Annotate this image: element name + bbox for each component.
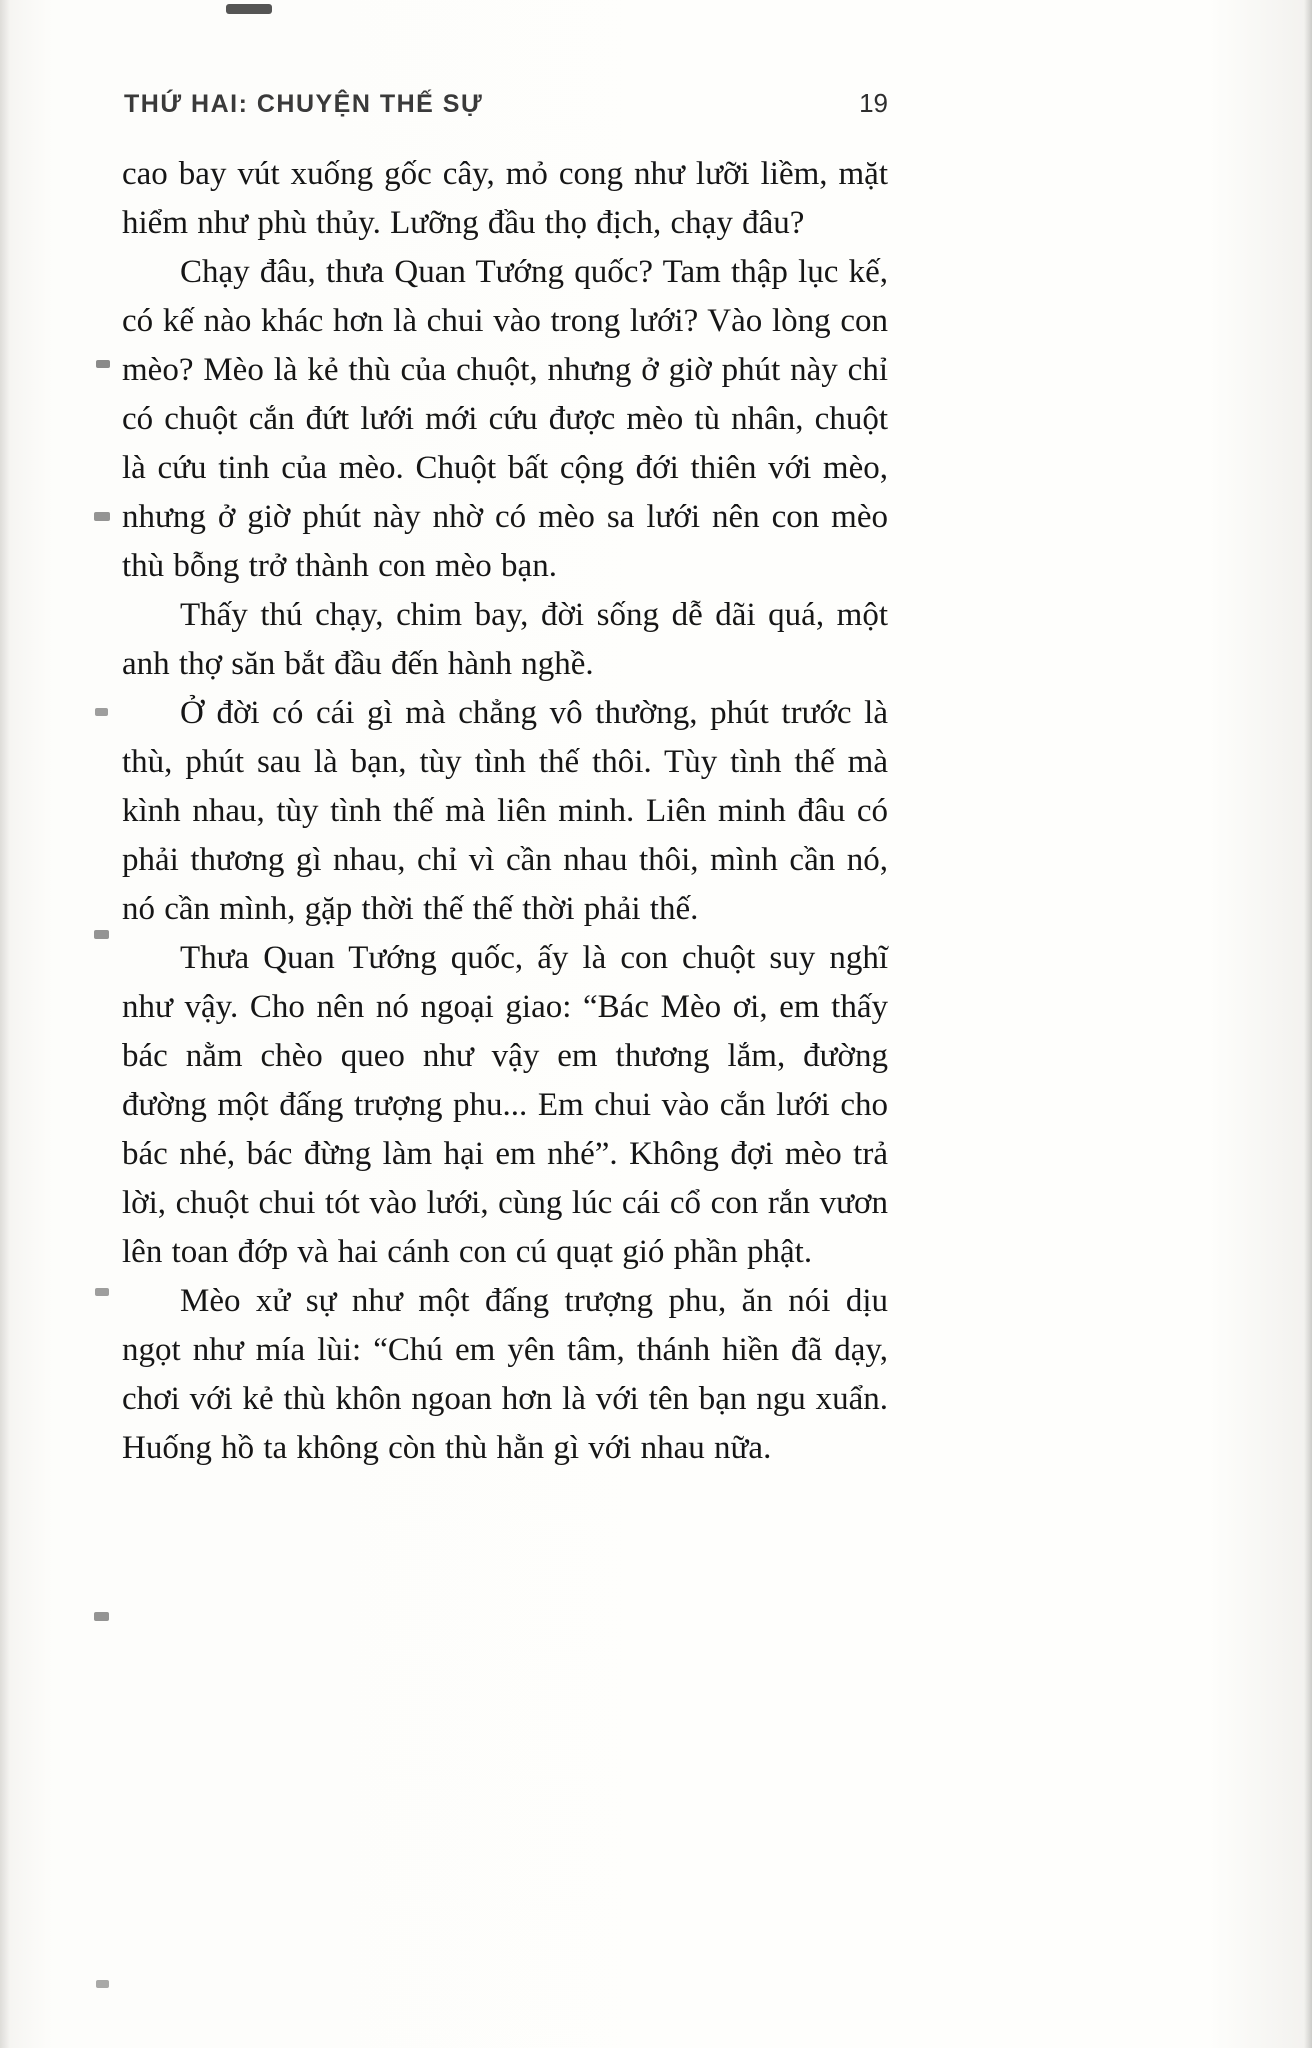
scan-edge-shadow-right (1304, 0, 1312, 2048)
page-number: 19 (859, 88, 888, 118)
scan-artifact (95, 1288, 109, 1296)
paragraph: Chạy đâu, thưa Quan Tướng quốc? Tam thập lục kế, có kế nào khác hơn là chui vào trong lưới? Vào lòng con mèo? Mèo là kẻ thù của chuột, nhưng ở giờ phút này chỉ có chuột cắn đứt lưới mới cứu được mèo tù nhân, chuột là cứu tinh của mèo. Chuột bất cộng đới thiên với mèo, nhưng ở giờ phút này nhờ có mèo sa lưới nên con mèo thù bỗng trở thành con mèo bạn. (122, 254, 888, 584)
paragraph: Thưa Quan Tướng quốc, ấy là con chuột suy nghĩ như vậy. Cho nên nó ngoại giao: “Bác Mèo ơi, em thấy bác nằm chèo queo như vậy em thương lắm, đường đường một đấng trượng phu... Em chui vào cắn lưới cho bác nhé, bác đừng làm hại em nhé”. Không đợi mèo trả lời, chuột chui tót vào lưới, cùng lúc cái cổ con rắn vươn lên toan đớp và hai cánh con cú quạt gió phần phật. (122, 940, 888, 1270)
paragraph: cao bay vút xuống gốc cây, mỏ cong như lưỡi liềm, mặt hiểm như phù thủy. Lưỡng đầu thọ địch, chạy đâu? (122, 156, 888, 241)
page-header (124, 88, 888, 119)
scan-artifact (95, 708, 108, 716)
scan-edge-shadow-left (0, 0, 10, 2048)
scan-artifact (94, 930, 109, 939)
paragraph: Mèo xử sự như một đấng trượng phu, ăn nói dịu ngọt như mía lùi: “Chú em yên tâm, thánh hiền đã dạy, chơi với kẻ thù khôn ngoan hơn là với tên bạn ngu xuẩn. Huống hồ ta không còn thù hằn gì với nhau nữa. (122, 1283, 888, 1466)
running-title: THỨ HAI: CHUYỆN THẾ SỰ (124, 90, 484, 118)
scan-artifact (96, 360, 110, 368)
scan-artifact (226, 4, 272, 14)
body-text (122, 150, 888, 1473)
scan-artifact (94, 1612, 109, 1621)
paragraph: Ở đời có cái gì mà chẳng vô thường, phút trước là thù, phút sau là bạn, tùy tình thế thôi. Tùy tình thế mà kình nhau, tùy tình thế mà liên minh. Liên minh đâu có phải thương gì nhau, chỉ vì cần nhau thôi, mình cần nó, nó cần mình, gặp thời thế thế thời phải thế. (122, 695, 888, 927)
scan-artifact (94, 512, 110, 521)
paragraph: Thấy thú chạy, chim bay, đời sống dễ dãi quá, một anh thợ săn bắt đầu đến hành nghề. (122, 597, 888, 682)
scan-artifact (96, 1980, 109, 1988)
